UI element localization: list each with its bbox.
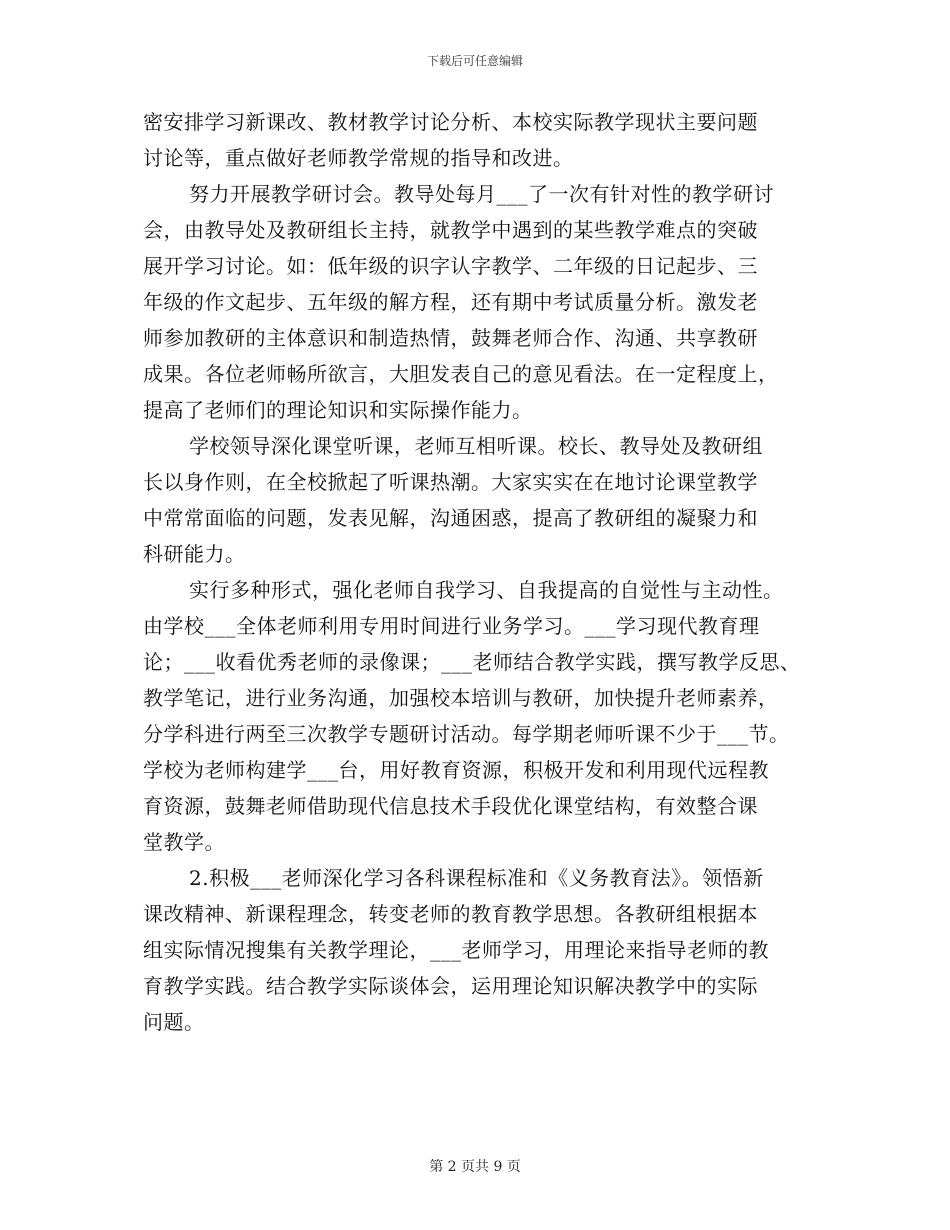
text-line: 学校为老师构建学___台，用好教育资源，积极开发和利用现代远程教: [143, 758, 769, 782]
text-line: 会，由教导处及教研组长主持，就教学中遇到的某些教学难点的突破: [143, 218, 758, 242]
text-line: 密安排学习新课改、教材教学讨论分析、本校实际教学现状主要问题: [143, 110, 758, 134]
text-line: 课改精神、新课程理念，转变老师的教育教学思想。各教研组根据本: [143, 902, 758, 926]
text-line: 学校领导深化课堂听课，老师互相听课。校长、教导处及教研组: [189, 434, 763, 458]
text-line: 科研能力。: [143, 542, 246, 566]
document-body: [143, 104, 823, 1040]
text-line: 努力开展教学研讨会。教导处每月___了一次有针对性的教学研讨: [189, 182, 774, 206]
text-line: 展开学习讨论。如：低年级的识字认字教学、二年级的日记起步、三: [143, 254, 758, 278]
text-line: 育资源，鼓舞老师借助现代信息技术手段优化课堂结构，有效整合课: [143, 794, 758, 818]
text-line: 2.积极___老师深化学习各科课程标准和《义务教育法》。领悟新: [189, 866, 764, 890]
text-line: 由学校___全体老师利用专用时间进行业务学习。___学习现代教育理: [143, 614, 760, 638]
text-line: 实行多种形式，强化老师自我学习、自我提高的自觉性与主动性。: [189, 578, 784, 602]
text-line: 讨论等，重点做好老师教学常规的指导和改进。: [143, 146, 574, 170]
text-line: 论；___收看优秀老师的录像课；___老师结合教学实践，撰写教学反思、: [143, 650, 801, 674]
page-footer: 第 2 页共 9 页: [429, 1159, 521, 1175]
paragraph: [143, 860, 823, 1040]
text-line: 组实际情况搜集有关教学理论，___老师学习，用理论来指导老师的教: [143, 938, 769, 962]
text-line: 成果。各位老师畅所欲言，大胆发表自己的意见看法。在一定程度上，: [143, 362, 779, 386]
text-line: 育教学实践。结合教学实际谈体会，运用理论知识解决教学中的实际: [143, 974, 758, 998]
text-line: 长以身作则，在全校掀起了听课热潮。大家实实在在地讨论课堂教学: [143, 470, 758, 494]
text-line: 师参加教研的主体意识和制造热情，鼓舞老师合作、沟通、共享教研: [143, 326, 758, 350]
text-line: 问题。: [143, 1010, 205, 1034]
text-line: 年级的作文起步、五年级的解方程，还有期中考试质量分析。激发老: [143, 290, 758, 314]
text-line: 提高了老师们的理论知识和实际操作能力。: [143, 398, 533, 422]
paragraph: [143, 572, 823, 860]
text-line: 教学笔记，进行业务沟通，加强校本培训与教研，加快提升老师素养，: [143, 686, 779, 710]
paragraph: [143, 428, 823, 572]
page-header: 下载后可任意编辑: [426, 54, 523, 68]
text-line: 堂教学。: [143, 830, 225, 854]
text-line: 分学科进行两至三次教学专题研讨活动。每学期老师听课不少于___节。: [143, 722, 790, 746]
paragraph: [143, 104, 823, 176]
paragraph: [143, 176, 823, 428]
text-line: 中常常面临的问题，发表见解，沟通困惑，提高了教研组的凝聚力和: [143, 506, 758, 530]
